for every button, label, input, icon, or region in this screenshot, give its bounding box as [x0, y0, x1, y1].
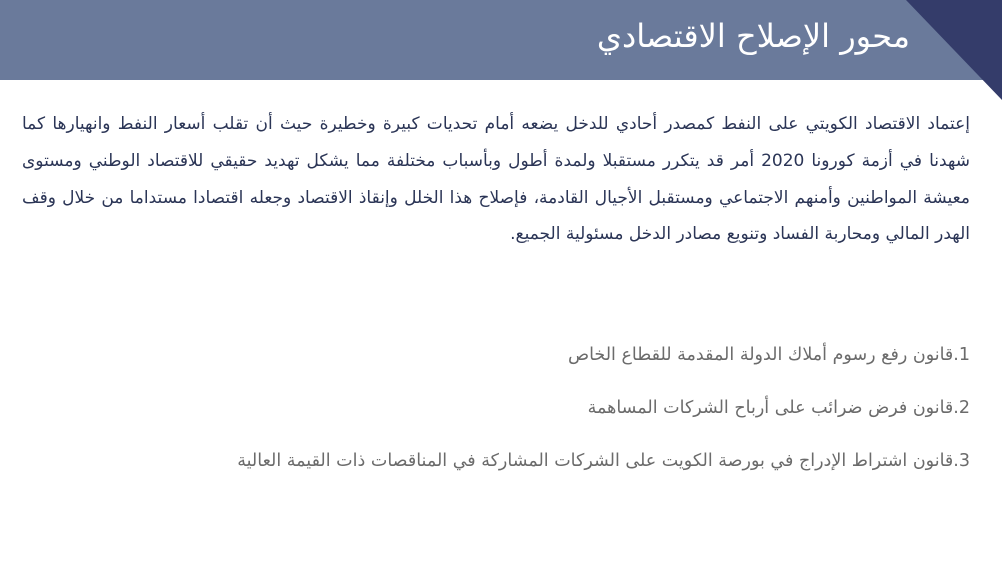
law-item-2: 2.قانون فرض ضرائب على أرباح الشركات المساهمة [587, 398, 970, 418]
law-item-3: 3.قانون اشتراط الإدراج في بورصة الكويت على الشركات المشاركة في المناقصات ذات القيمة العالية [237, 451, 970, 471]
intro-paragraph: إعتماد الاقتصاد الكويتي على النفط كمصدر أحادي للدخل يضعه أمام تحديات كبيرة وخطيرة حيث أن تقلب أسعار النفط وانهيارها كما شهدنا في أزمة كورونا 2020 أمر قد يتكرر مستقبلا ولمدة أطول وبأسباب مختلفة مما يشكل تهديد حقيقي للاقتصاد الوطني ومستوى معيشة المواطنين وأمنهم الاجتماعي ومستقبل الأجيال القادمة، فإصلاح هذا الخلل وإنقاذ الاقتصاد وجعله اقتصادا مستداما من خلال وقف الهدر المالي ومحاربة الفساد وتنويع مصادر الدخل مسئولية الجميع. [22, 114, 970, 245]
law-item-1: 1.قانون رفع رسوم أملاك الدولة المقدمة للقطاع الخاص [567, 345, 970, 365]
corner-accent-triangle [906, 0, 1002, 100]
slide-title: محور الإصلاح الاقتصادي [596, 17, 910, 55]
laws-list [30, 336, 970, 495]
